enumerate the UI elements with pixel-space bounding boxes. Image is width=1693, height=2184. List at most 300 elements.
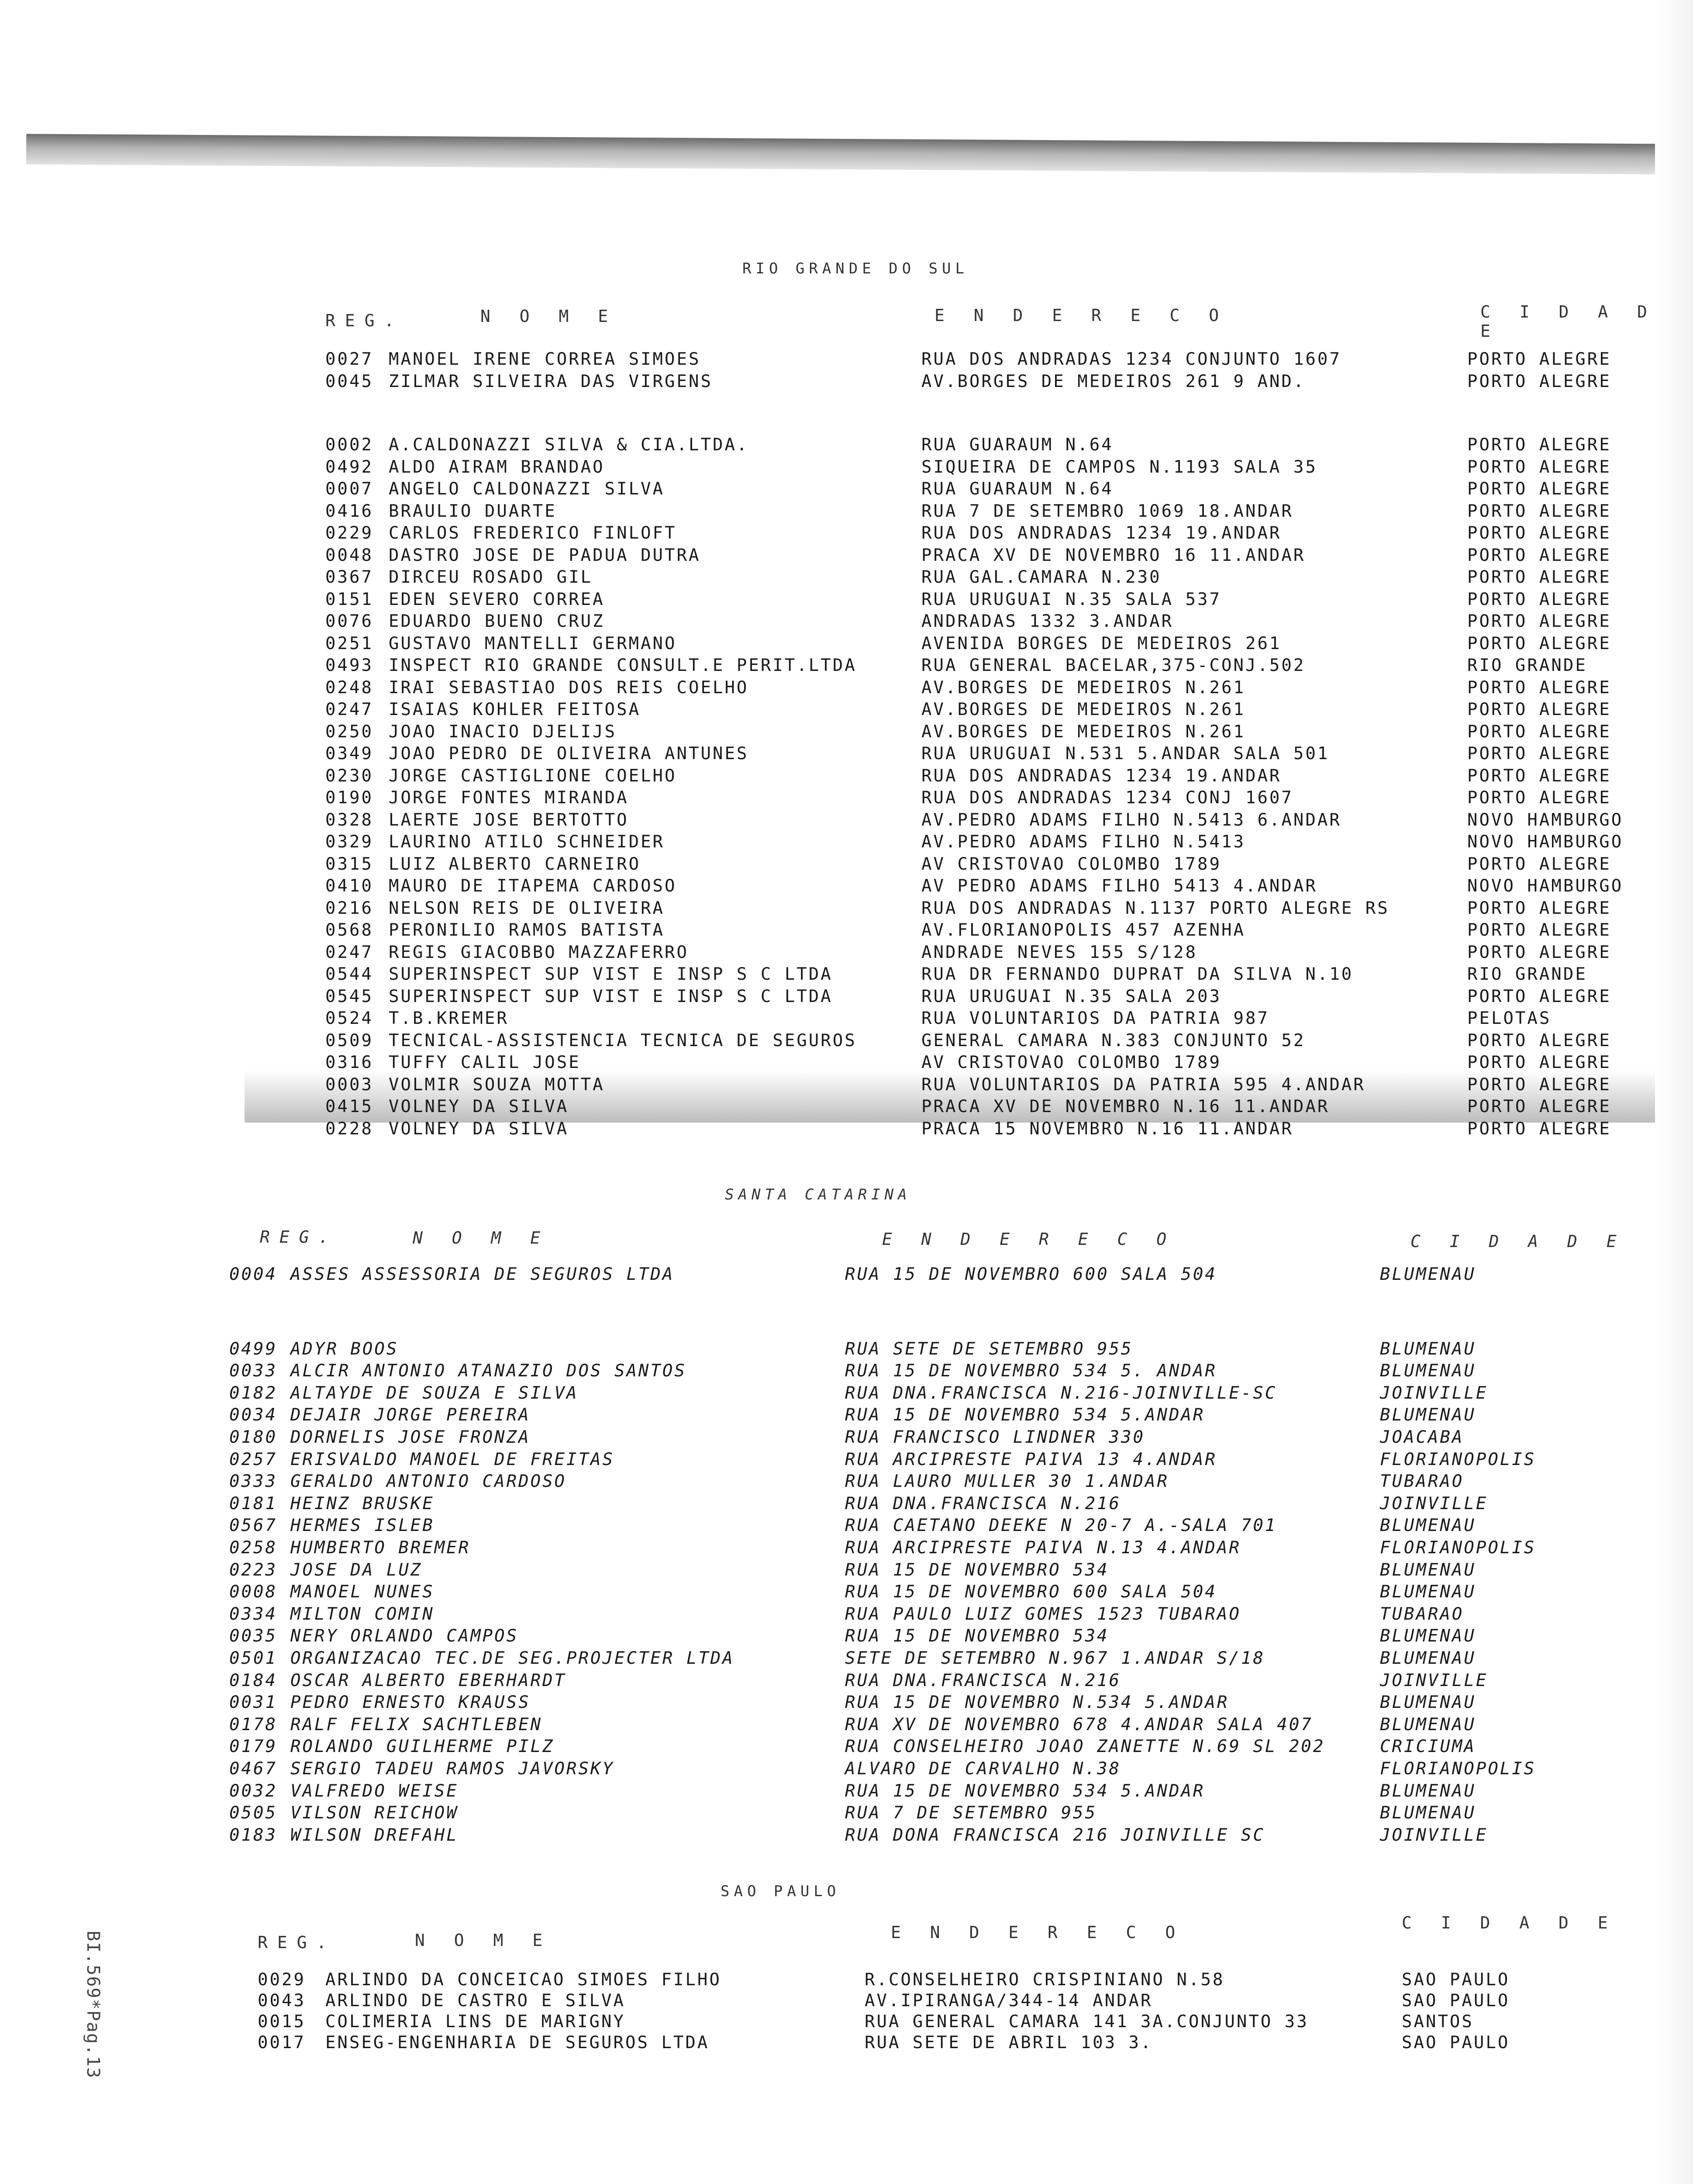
cell-cidade: BLUMENAU bbox=[1380, 1693, 1476, 1713]
cell-endereco: RUA SETE DE ABRIL 103 3. bbox=[865, 2033, 1153, 2053]
cell-endereco: RUA DOS ANDRADAS 1234 19.ANDAR bbox=[921, 523, 1282, 543]
cell-nome: ALTAYDE DE SOUZA E SILVA bbox=[290, 1383, 579, 1403]
cell-cidade: RIO GRANDE bbox=[1467, 656, 1587, 675]
cell-reg: 0178 bbox=[229, 1714, 277, 1735]
cell-nome: JORGE FONTES MIRANDA bbox=[389, 788, 629, 808]
table-row bbox=[0, 1560, 1693, 1581]
cell-cidade: BLUMENAU bbox=[1380, 1648, 1476, 1668]
cell-endereco: RUA PAULO LUIZ GOMES 1523 TUBARAO bbox=[845, 1604, 1241, 1624]
table-row bbox=[0, 678, 1693, 699]
cell-endereco: PRACA XV DE NOVEMBRO 16 11.ANDAR bbox=[921, 545, 1306, 565]
cell-reg: 0032 bbox=[229, 1781, 277, 1801]
table-row bbox=[0, 700, 1693, 721]
cell-nome: T.B.KREMER bbox=[389, 1009, 509, 1028]
cell-endereco: AV.IPIRANGA/344-14 ANDAR bbox=[865, 1991, 1153, 2011]
cell-endereco: RUA DONA FRANCISCA 216 JOINVILLE SC bbox=[845, 1825, 1265, 1845]
cell-endereco: RUA DOS ANDRADAS 1234 CONJUNTO 1607 bbox=[921, 349, 1341, 369]
cell-reg: 0230 bbox=[325, 766, 373, 786]
cell-endereco: RUA URUGUAI N.35 SALA 537 bbox=[921, 589, 1221, 609]
cell-reg: 0003 bbox=[325, 1075, 373, 1095]
table-row bbox=[0, 1516, 1693, 1537]
cell-reg: 0509 bbox=[325, 1030, 373, 1051]
cell-nome: SUPERINSPECT SUP VIST E INSP S C LTDA bbox=[389, 964, 833, 984]
cell-nome: LUIZ ALBERTO CARNEIRO bbox=[389, 854, 641, 874]
table-row bbox=[0, 1582, 1693, 1603]
cell-cidade: PORTO ALEGRE bbox=[1467, 1075, 1611, 1095]
cell-reg: 0329 bbox=[325, 832, 373, 852]
cell-reg: 0333 bbox=[229, 1472, 277, 1492]
table-row bbox=[0, 1693, 1693, 1714]
table-row bbox=[0, 1671, 1693, 1692]
cell-reg: 0190 bbox=[325, 788, 373, 808]
cell-endereco: RUA ARCIPRESTE PAIVA 13 4.ANDAR bbox=[845, 1449, 1217, 1469]
table-row bbox=[0, 1538, 1693, 1559]
cell-endereco: RUA CAETANO DEEKE N 20-7 A.-SALA 701 bbox=[845, 1516, 1277, 1536]
header-endereco: E N D E R E C O bbox=[934, 306, 1229, 325]
cell-nome: ISAIAS KOHLER FEITOSA bbox=[389, 700, 641, 719]
cell-endereco: AV.BORGES DE MEDEIROS 261 9 AND. bbox=[921, 371, 1306, 391]
cell-cidade: BLUMENAU bbox=[1380, 1560, 1476, 1580]
cell-cidade: PORTO ALEGRE bbox=[1467, 523, 1611, 543]
cell-cidade: SAO PAULO bbox=[1402, 1970, 1510, 1990]
table-row bbox=[0, 1450, 1693, 1471]
cell-reg: 0568 bbox=[325, 920, 373, 940]
cell-reg: 0544 bbox=[325, 964, 373, 984]
table-row bbox=[0, 1604, 1693, 1625]
cell-endereco: R.CONSELHEIRO CRISPINIANO N.58 bbox=[865, 1970, 1225, 1990]
cell-cidade: BLUMENAU bbox=[1380, 1803, 1476, 1823]
table-row bbox=[0, 964, 1693, 985]
cell-cidade: PORTO ALEGRE bbox=[1467, 854, 1611, 874]
cell-nome: ASSES ASSESSORIA DE SEGUROS LTDA bbox=[290, 1265, 675, 1284]
table-row bbox=[0, 810, 1693, 831]
cell-nome: DORNELIS JOSE FRONZA bbox=[290, 1427, 531, 1447]
cell-reg: 0223 bbox=[229, 1560, 277, 1580]
table-row bbox=[0, 1648, 1693, 1669]
cell-cidade: BLUMENAU bbox=[1380, 1516, 1476, 1536]
table-row bbox=[0, 479, 1693, 500]
cell-reg: 0004 bbox=[229, 1265, 277, 1284]
table-row bbox=[0, 943, 1693, 964]
header-endereco: E N D E R E C O bbox=[891, 1923, 1185, 1942]
cell-reg: 0017 bbox=[258, 2033, 306, 2053]
cell-nome: JOAO PEDRO DE OLIVEIRA ANTUNES bbox=[389, 744, 749, 764]
section-title: SANTA CATARINA bbox=[725, 1186, 911, 1203]
cell-nome: A.CALDONAZZI SILVA & CIA.LTDA. bbox=[389, 435, 749, 455]
header-nome: N O M E bbox=[413, 1228, 550, 1248]
cell-endereco: RUA 15 DE NOVEMBRO 600 SALA 504 bbox=[845, 1265, 1217, 1284]
table-row bbox=[0, 1075, 1693, 1096]
table-row bbox=[0, 832, 1693, 853]
cell-cidade: PORTO ALEGRE bbox=[1467, 457, 1611, 477]
cell-cidade: NOVO HAMBURGO bbox=[1467, 832, 1624, 852]
cell-reg: 0183 bbox=[229, 1825, 277, 1845]
cell-cidade: NOVO HAMBURGO bbox=[1467, 810, 1624, 830]
cell-reg: 0493 bbox=[325, 656, 373, 675]
cell-endereco: RUA DNA.FRANCISCA N.216 bbox=[845, 1493, 1121, 1514]
cell-cidade: BLUMENAU bbox=[1380, 1361, 1476, 1381]
cell-nome: SUPERINSPECT SUP VIST E INSP S C LTDA bbox=[389, 986, 833, 1006]
cell-endereco: RUA GAL.CAMARA N.230 bbox=[921, 567, 1162, 587]
cell-endereco: RUA GENERAL BACELAR,375-CONJ.502 bbox=[921, 656, 1306, 675]
cell-nome: CARLOS FREDERICO FINLOFT bbox=[389, 523, 677, 543]
table-row bbox=[0, 1097, 1693, 1118]
cell-endereco: GENERAL CAMARA N.383 CONJUNTO 52 bbox=[921, 1030, 1306, 1051]
cell-cidade: PORTO ALEGRE bbox=[1467, 920, 1611, 940]
table-row bbox=[0, 722, 1693, 743]
table-row bbox=[0, 1715, 1693, 1736]
cell-nome: OSCAR ALBERTO EBERHARDT bbox=[290, 1670, 567, 1690]
cell-cidade: PORTO ALEGRE bbox=[1467, 435, 1611, 455]
cell-nome: ANGELO CALDONAZZI SILVA bbox=[389, 479, 665, 499]
table-row bbox=[0, 1427, 1693, 1448]
header-reg: REG. bbox=[260, 1227, 338, 1247]
cell-nome: IRAI SEBASTIAO DOS REIS COELHO bbox=[389, 677, 749, 698]
cell-cidade: PORTO ALEGRE bbox=[1467, 766, 1611, 786]
cell-nome: PEDRO ERNESTO KRAUSS bbox=[290, 1693, 531, 1713]
cell-reg: 0258 bbox=[229, 1538, 277, 1558]
table-row bbox=[0, 1759, 1693, 1780]
cell-endereco: SETE DE SETEMBRO N.967 1.ANDAR S/18 bbox=[845, 1648, 1265, 1668]
cell-endereco: RUA 15 DE NOVEMBRO 600 SALA 504 bbox=[845, 1582, 1217, 1602]
table-row bbox=[0, 1991, 1693, 2012]
cell-cidade: PORTO ALEGRE bbox=[1467, 1097, 1611, 1116]
cell-reg: 0002 bbox=[325, 435, 373, 455]
cell-endereco: AV.PEDRO ADAMS FILHO N.5413 bbox=[921, 832, 1245, 852]
cell-nome: ARLINDO DE CASTRO E SILVA bbox=[325, 1991, 625, 2011]
cell-endereco: RUA CONSELHEIRO JOAO ZANETTE N.69 SL 202 bbox=[845, 1737, 1325, 1757]
table-row bbox=[0, 1405, 1693, 1426]
table-row bbox=[0, 788, 1693, 809]
cell-reg: 0180 bbox=[229, 1427, 277, 1447]
cell-cidade: PORTO ALEGRE bbox=[1467, 788, 1611, 808]
cell-cidade: RIO GRANDE bbox=[1467, 964, 1587, 984]
cell-endereco: PRACA XV DE NOVEMBRO N.16 11.ANDAR bbox=[921, 1097, 1330, 1116]
table-row bbox=[0, 987, 1693, 1008]
cell-nome: LAURINO ATILO SCHNEIDER bbox=[389, 832, 665, 852]
cell-cidade: PORTO ALEGRE bbox=[1467, 1119, 1611, 1139]
cell-nome: ENSEG-ENGENHARIA DE SEGUROS LTDA bbox=[325, 2033, 710, 2053]
cell-reg: 0182 bbox=[229, 1383, 277, 1403]
cell-nome: PERONILIO RAMOS BATISTA bbox=[389, 920, 665, 940]
cell-endereco: RUA SETE DE SETEMBRO 955 bbox=[845, 1339, 1133, 1359]
table-row bbox=[0, 523, 1693, 544]
cell-endereco: RUA DOS ANDRADAS N.1137 PORTO ALEGRE RS bbox=[921, 898, 1390, 918]
cell-reg: 0076 bbox=[325, 612, 373, 631]
cell-nome: VILSON REICHOW bbox=[290, 1803, 459, 1823]
cell-endereco: ALVARO DE CARVALHO N.38 bbox=[845, 1759, 1121, 1779]
cell-endereco: ANDRADE NEVES 155 S/128 bbox=[921, 942, 1198, 962]
cell-nome: ORGANIZACAO TEC.DE SEG.PROJECTER LTDA bbox=[290, 1648, 734, 1668]
cell-cidade: PORTO ALEGRE bbox=[1467, 700, 1611, 719]
cell-reg: 0248 bbox=[325, 677, 373, 698]
cell-reg: 0027 bbox=[325, 349, 373, 369]
table-row bbox=[0, 1383, 1693, 1404]
cell-reg: 0251 bbox=[325, 633, 373, 653]
cell-reg: 0492 bbox=[325, 457, 373, 477]
cell-cidade: PORTO ALEGRE bbox=[1467, 612, 1611, 631]
cell-reg: 0035 bbox=[229, 1626, 277, 1646]
cell-endereco: RUA GUARAUM N.64 bbox=[921, 435, 1114, 455]
cell-nome: JOSE DA LUZ bbox=[290, 1560, 423, 1580]
cell-nome: HUMBERTO BREMER bbox=[290, 1538, 471, 1558]
cell-reg: 0029 bbox=[258, 1970, 306, 1990]
cell-endereco: AV CRISTOVAO COLOMBO 1789 bbox=[921, 854, 1221, 874]
cell-endereco: RUA FRANCISCO LINDNER 330 bbox=[845, 1427, 1145, 1447]
cell-reg: 0045 bbox=[325, 371, 373, 391]
page-stamp: BI.569*Pag.13 bbox=[83, 1931, 103, 2079]
cell-nome: EDEN SEVERO CORREA bbox=[389, 589, 605, 609]
cell-nome: JORGE CASTIGLIONE COELHO bbox=[389, 766, 677, 786]
cell-nome: REGIS GIACOBBO MAZZAFERRO bbox=[389, 942, 689, 962]
cell-nome: ALCIR ANTONIO ATANAZIO DOS SANTOS bbox=[290, 1361, 686, 1381]
cell-cidade: FLORIANOPOLIS bbox=[1380, 1759, 1536, 1779]
cell-cidade: BLUMENAU bbox=[1380, 1339, 1476, 1359]
cell-nome: BRAULIO DUARTE bbox=[389, 501, 557, 521]
cell-cidade: BLUMENAU bbox=[1380, 1781, 1476, 1801]
cell-nome: HERMES ISLEB bbox=[290, 1516, 434, 1536]
cell-cidade: PORTO ALEGRE bbox=[1467, 722, 1611, 742]
cell-reg: 0228 bbox=[325, 1119, 373, 1139]
cell-endereco: RUA GUARAUM N.64 bbox=[921, 479, 1114, 499]
table-row bbox=[0, 1031, 1693, 1052]
header-reg: REG. bbox=[258, 1933, 336, 1952]
cell-reg: 0316 bbox=[325, 1053, 373, 1072]
cell-nome: EDUARDO BUENO CRUZ bbox=[389, 612, 605, 631]
cell-reg: 0257 bbox=[229, 1449, 277, 1469]
cell-reg: 0349 bbox=[325, 744, 373, 764]
cell-cidade: PORTO ALEGRE bbox=[1467, 501, 1611, 521]
cell-endereco: AV.PEDRO ADAMS FILHO N.5413 6.ANDAR bbox=[921, 810, 1341, 830]
table-row bbox=[0, 656, 1693, 677]
cell-endereco: RUA 15 DE NOVEMBRO 534 5. ANDAR bbox=[845, 1361, 1217, 1381]
cell-nome: TUFFY CALIL JOSE bbox=[389, 1053, 581, 1072]
cell-endereco: RUA 7 DE SETEMBRO 955 bbox=[845, 1803, 1097, 1823]
cell-nome: VOLNEY DA SILVA bbox=[389, 1097, 569, 1116]
cell-endereco: AV CRISTOVAO COLOMBO 1789 bbox=[921, 1053, 1221, 1072]
cell-endereco: RUA URUGUAI N.531 5.ANDAR SALA 501 bbox=[921, 744, 1330, 764]
cell-reg: 0524 bbox=[325, 1009, 373, 1028]
table-row bbox=[0, 2012, 1693, 2033]
cell-reg: 0415 bbox=[325, 1097, 373, 1116]
cell-nome: TECNICAL-ASSISTENCIA TECNICA DE SEGUROS bbox=[389, 1030, 857, 1051]
cell-endereco: AV.BORGES DE MEDEIROS N.261 bbox=[921, 700, 1245, 719]
cell-reg: 0043 bbox=[258, 1991, 306, 2011]
table-row bbox=[0, 612, 1693, 632]
cell-endereco: RUA DNA.FRANCISCA N.216 bbox=[845, 1670, 1121, 1690]
header-cidade: C I D A D E bbox=[1480, 302, 1657, 341]
cell-nome: VALFREDO WEISE bbox=[290, 1781, 459, 1801]
table-row bbox=[0, 1494, 1693, 1515]
cell-cidade: SANTOS bbox=[1402, 2012, 1474, 2032]
cell-nome: WILSON DREFAHL bbox=[290, 1825, 459, 1845]
cell-cidade: CRICIUMA bbox=[1380, 1737, 1476, 1757]
cell-nome: MANOEL NUNES bbox=[290, 1582, 434, 1602]
cell-reg: 0467 bbox=[229, 1759, 277, 1779]
table-row bbox=[0, 876, 1693, 897]
cell-endereco: RUA 15 DE NOVEMBRO N.534 5.ANDAR bbox=[845, 1693, 1229, 1713]
cell-cidade: PELOTAS bbox=[1467, 1009, 1552, 1028]
table-row bbox=[0, 1339, 1693, 1360]
cell-endereco: RUA GENERAL CAMARA 141 3A.CONJUNTO 33 bbox=[865, 2012, 1309, 2032]
cell-nome: MAURO DE ITAPEMA CARDOSO bbox=[389, 876, 677, 896]
cell-cidade: TUBARAO bbox=[1380, 1604, 1464, 1624]
cell-cidade: JOINVILLE bbox=[1380, 1825, 1488, 1845]
cell-reg: 0410 bbox=[325, 876, 373, 896]
header-nome: N O M E bbox=[480, 307, 618, 326]
cell-endereco: RUA 15 DE NOVEMBRO 534 5.ANDAR bbox=[845, 1405, 1205, 1425]
table-row bbox=[0, 854, 1693, 875]
table-row bbox=[0, 546, 1693, 567]
table-row bbox=[0, 898, 1693, 919]
table-row bbox=[0, 1970, 1693, 1991]
cell-reg: 0501 bbox=[229, 1648, 277, 1668]
cell-nome: INSPECT RIO GRANDE CONSULT.E PERIT.LTDA bbox=[389, 656, 857, 675]
table-row bbox=[0, 372, 1693, 393]
cell-reg: 0328 bbox=[325, 810, 373, 830]
cell-nome: MILTON COMIN bbox=[290, 1604, 434, 1624]
cell-reg: 0181 bbox=[229, 1493, 277, 1514]
cell-nome: GUSTAVO MANTELLI GERMANO bbox=[389, 633, 677, 653]
cell-nome: ARLINDO DA CONCEICAO SIMOES FILHO bbox=[325, 1970, 721, 1990]
cell-endereco: RUA ARCIPRESTE PAIVA N.13 4.ANDAR bbox=[845, 1538, 1241, 1558]
cell-cidade: BLUMENAU bbox=[1380, 1265, 1476, 1284]
cell-endereco: PRACA 15 NOVEMBRO N.16 11.ANDAR bbox=[921, 1119, 1293, 1139]
cell-nome: NELSON REIS DE OLIVEIRA bbox=[389, 898, 665, 918]
cell-cidade: JOINVILLE bbox=[1380, 1493, 1488, 1514]
table-row bbox=[0, 766, 1693, 787]
table-row bbox=[0, 1361, 1693, 1382]
cell-reg: 0184 bbox=[229, 1670, 277, 1690]
cell-reg: 0499 bbox=[229, 1339, 277, 1359]
table-row bbox=[0, 1737, 1693, 1758]
table-row bbox=[0, 567, 1693, 588]
cell-endereco: RUA LAURO MULLER 30 1.ANDAR bbox=[845, 1472, 1169, 1492]
table-row bbox=[0, 457, 1693, 478]
table-row bbox=[0, 1053, 1693, 1074]
cell-nome: JOAO INACIO DJELIJS bbox=[389, 722, 617, 742]
cell-nome: NERY ORLANDO CAMPOS bbox=[290, 1626, 519, 1646]
cell-endereco: RUA 15 DE NOVEMBRO 534 5.ANDAR bbox=[845, 1781, 1205, 1801]
cell-reg: 0008 bbox=[229, 1582, 277, 1602]
cell-nome: ADYR BOOS bbox=[290, 1339, 399, 1359]
cell-nome: DIRCEU ROSADO GIL bbox=[389, 567, 593, 587]
cell-endereco: AV.BORGES DE MEDEIROS N.261 bbox=[921, 722, 1245, 742]
cell-endereco: AV.BORGES DE MEDEIROS N.261 bbox=[921, 677, 1245, 698]
header-nome: N O M E bbox=[415, 1931, 552, 1950]
section-title: RIO GRANDE DO SUL bbox=[742, 260, 969, 277]
cell-reg: 0567 bbox=[229, 1516, 277, 1536]
cell-cidade: BLUMENAU bbox=[1380, 1405, 1476, 1425]
table-row bbox=[0, 1781, 1693, 1802]
table-row bbox=[0, 1825, 1693, 1846]
cell-cidade: PORTO ALEGRE bbox=[1467, 677, 1611, 698]
table-row bbox=[0, 1265, 1693, 1286]
cell-nome: LAERTE JOSE BERTOTTO bbox=[389, 810, 629, 830]
cell-reg: 0545 bbox=[325, 986, 373, 1006]
cell-reg: 0033 bbox=[229, 1361, 277, 1381]
table-row bbox=[0, 435, 1693, 456]
cell-cidade: TUBARAO bbox=[1380, 1472, 1464, 1492]
cell-reg: 0216 bbox=[325, 898, 373, 918]
cell-cidade: PORTO ALEGRE bbox=[1467, 942, 1611, 962]
header-cidade: C I D A D E bbox=[1410, 1232, 1626, 1251]
cell-nome: RALF FELIX SACHTLEBEN bbox=[290, 1714, 543, 1735]
cell-nome: MANOEL IRENE CORREA SIMOES bbox=[389, 349, 701, 369]
table-row bbox=[0, 920, 1693, 941]
cell-cidade: PORTO ALEGRE bbox=[1467, 986, 1611, 1006]
table-row bbox=[0, 1626, 1693, 1647]
cell-endereco: AV.FLORIANOPOLIS 457 AZENHA bbox=[921, 920, 1245, 940]
table-row bbox=[0, 1009, 1693, 1030]
cell-reg: 0505 bbox=[229, 1803, 277, 1823]
cell-reg: 0015 bbox=[258, 2012, 306, 2032]
cell-cidade: PORTO ALEGRE bbox=[1467, 898, 1611, 918]
cell-nome: SERGIO TADEU RAMOS JAVORSKY bbox=[290, 1759, 614, 1779]
cell-cidade: PORTO ALEGRE bbox=[1467, 589, 1611, 609]
cell-endereco: RUA URUGUAI N.35 SALA 203 bbox=[921, 986, 1221, 1006]
cell-reg: 0247 bbox=[325, 700, 373, 719]
cell-cidade: PORTO ALEGRE bbox=[1467, 744, 1611, 764]
cell-reg: 0229 bbox=[325, 523, 373, 543]
cell-reg: 0367 bbox=[325, 567, 373, 587]
cell-nome: VOLNEY DA SILVA bbox=[389, 1119, 569, 1139]
cell-endereco: RUA DR FERNANDO DUPRAT DA SILVA N.10 bbox=[921, 964, 1354, 984]
table-row bbox=[0, 349, 1693, 370]
cell-cidade: JOINVILLE bbox=[1380, 1670, 1488, 1690]
cell-cidade: PORTO ALEGRE bbox=[1467, 633, 1611, 653]
cell-cidade: SAO PAULO bbox=[1402, 1991, 1510, 2011]
table-row bbox=[0, 744, 1693, 765]
cell-reg: 0151 bbox=[325, 589, 373, 609]
cell-endereco: RUA 15 DE NOVEMBRO 534 bbox=[845, 1560, 1109, 1580]
table-row bbox=[0, 1472, 1693, 1493]
cell-cidade: PORTO ALEGRE bbox=[1467, 371, 1611, 391]
cell-nome: COLIMERIA LINS DE MARIGNY bbox=[325, 2012, 625, 2032]
cell-reg: 0416 bbox=[325, 501, 373, 521]
cell-cidade: SAO PAULO bbox=[1402, 2033, 1510, 2053]
cell-reg: 0007 bbox=[325, 479, 373, 499]
cell-cidade: PORTO ALEGRE bbox=[1467, 1053, 1611, 1072]
cell-cidade: JOINVILLE bbox=[1380, 1383, 1488, 1403]
cell-endereco: RUA 15 DE NOVEMBRO 534 bbox=[845, 1626, 1109, 1646]
cell-reg: 0048 bbox=[325, 545, 373, 565]
cell-nome: VOLMIR SOUZA MOTTA bbox=[389, 1075, 605, 1095]
table-row bbox=[0, 590, 1693, 611]
cell-reg: 0179 bbox=[229, 1737, 277, 1757]
table-row bbox=[0, 501, 1693, 522]
scan-edge bbox=[26, 134, 1677, 174]
cell-reg: 0250 bbox=[325, 722, 373, 742]
cell-endereco: RUA DOS ANDRADAS 1234 CONJ 1607 bbox=[921, 788, 1293, 808]
header-cidade: C I D A D E bbox=[1402, 1913, 1617, 1932]
cell-endereco: RUA DNA.FRANCISCA N.216-JOINVILLE-SC bbox=[845, 1383, 1277, 1403]
cell-cidade: BLUMENAU bbox=[1380, 1626, 1476, 1646]
cell-nome: ALDO AIRAM BRANDAO bbox=[389, 457, 605, 477]
cell-cidade: PORTO ALEGRE bbox=[1467, 479, 1611, 499]
table-row bbox=[0, 1119, 1693, 1140]
cell-cidade: FLORIANOPOLIS bbox=[1380, 1538, 1536, 1558]
cell-cidade: PORTO ALEGRE bbox=[1467, 349, 1611, 369]
cell-nome: ERISVALDO MANOEL DE FREITAS bbox=[290, 1449, 614, 1469]
cell-cidade: PORTO ALEGRE bbox=[1467, 1030, 1611, 1051]
cell-endereco: ANDRADAS 1332 3.ANDAR bbox=[921, 612, 1174, 631]
cell-reg: 0034 bbox=[229, 1405, 277, 1425]
section-title: SAO PAULO bbox=[721, 1883, 841, 1900]
table-row bbox=[0, 634, 1693, 655]
cell-cidade: PORTO ALEGRE bbox=[1467, 567, 1611, 587]
cell-endereco: RUA 7 DE SETEMBRO 1069 18.ANDAR bbox=[921, 501, 1293, 521]
